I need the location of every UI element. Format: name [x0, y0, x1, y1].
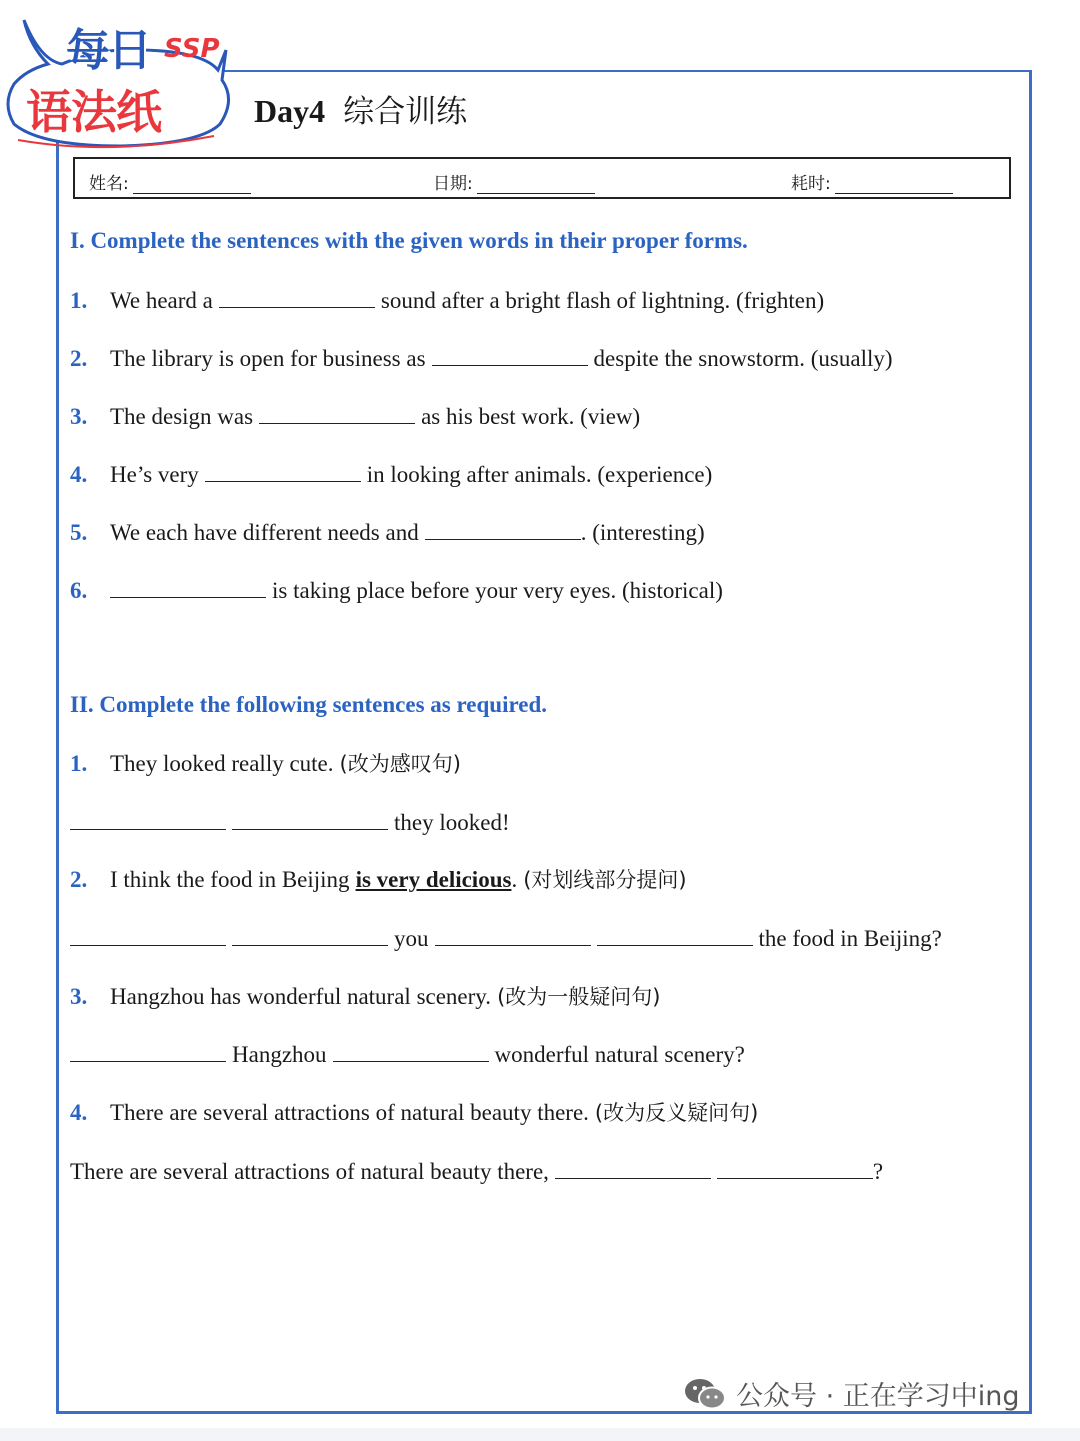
s2-q3 [70, 981, 660, 1011]
item-text: sound after a bright flash of lightning. (frighten) [380, 288, 825, 313]
s2-q1-answer [70, 807, 510, 836]
item-text: The design was [110, 404, 254, 429]
wechat-icon [684, 1377, 726, 1411]
logo-line2: 语法纸 [26, 85, 161, 139]
item-hint: (改为一般疑问句) [497, 985, 661, 1009]
item-hint: (对划线部分提问) [523, 868, 687, 892]
s2-q2 [70, 864, 687, 894]
s1-item-2 [70, 343, 893, 372]
s1-item-4 [70, 459, 712, 488]
time-label: 耗时: [791, 174, 831, 194]
item-text: There are several attractions of natural beauty there, [70, 1159, 549, 1184]
item-text: Hangzhou [232, 1042, 327, 1067]
page-frame [56, 70, 1032, 1414]
item-number: 4. [70, 462, 88, 487]
s2-q4-answer [70, 1156, 883, 1185]
logo-line1: 每日 [66, 25, 150, 76]
title-day: Day4 [254, 93, 326, 129]
item-text: ? [872, 1159, 884, 1184]
time-line [835, 175, 953, 194]
s1-item-6 [70, 575, 723, 604]
logo-ssp: SSP [164, 34, 220, 64]
item-text: We each have different needs and [110, 520, 419, 545]
item-text: the food in Beijing? [758, 926, 942, 951]
item-text: as his best work. (view) [421, 404, 641, 429]
answer-blank[interactable] [110, 575, 266, 598]
answer-blank[interactable] [219, 285, 375, 308]
info-box [73, 157, 1011, 199]
s2-q4 [70, 1097, 758, 1127]
item-text: despite the snowstorm. (usually) [593, 346, 893, 371]
answer-blank[interactable] [597, 923, 753, 946]
item-text: I think the food in Beijing [110, 867, 350, 892]
name-line [133, 175, 251, 194]
answer-blank[interactable] [333, 1039, 489, 1062]
page-title [254, 86, 467, 131]
bottom-strip [0, 1428, 1080, 1441]
date-field[interactable] [433, 169, 595, 194]
title-cn: 综合训练 [343, 94, 468, 130]
logo [0, 0, 240, 160]
item-number: 2. [70, 867, 88, 892]
item-text: There are several attractions of natural beauty there. [110, 1100, 589, 1125]
item-hint: (改为感叹句) [339, 752, 461, 776]
item-number: 2. [70, 346, 88, 371]
item-text: He’s very [110, 462, 199, 487]
item-text: in looking after animals. (experience) [366, 462, 713, 487]
item-number: 4. [70, 1100, 88, 1125]
item-text: you [394, 926, 429, 951]
answer-blank[interactable] [232, 923, 388, 946]
item-hint: (改为反义疑问句) [594, 1101, 759, 1125]
item-number: 3. [70, 404, 88, 429]
section1-title: I. Complete the sentences with the given words in their proper forms. [70, 228, 748, 253]
name-field[interactable] [89, 169, 251, 194]
answer-blank[interactable] [70, 807, 226, 830]
answer-blank[interactable] [70, 923, 226, 946]
item-number: 1. [70, 288, 88, 313]
answer-blank[interactable] [425, 517, 581, 540]
item-text: wonderful natural scenery? [494, 1042, 745, 1067]
answer-blank[interactable] [435, 923, 591, 946]
underlined-phrase: is very delicious [355, 867, 512, 892]
answer-blank[interactable] [70, 1039, 226, 1062]
item-text: The library is open for business as [110, 346, 426, 371]
s1-item-1 [70, 285, 824, 314]
answer-blank[interactable] [432, 343, 588, 366]
item-text: is taking place before your very eyes. (historical) [272, 578, 723, 603]
s1-item-5 [70, 517, 705, 546]
s2-q1 [70, 748, 461, 778]
item-text: they looked! [394, 810, 510, 835]
answer-blank[interactable] [555, 1156, 711, 1179]
item-text: . [511, 867, 518, 892]
answer-blank[interactable] [259, 401, 415, 424]
item-number: 3. [70, 984, 88, 1009]
time-field[interactable] [791, 169, 953, 194]
item-text: We heard a [110, 288, 213, 313]
watermark-text: 公众号 · 正在学习中ing [736, 1381, 1020, 1412]
s2-q3-answer [70, 1039, 745, 1068]
date-label: 日期: [433, 174, 473, 194]
item-number: 1. [70, 751, 88, 776]
s1-item-3 [70, 401, 640, 430]
item-number: 6. [70, 578, 88, 603]
date-line [477, 175, 595, 194]
item-text: . (interesting) [580, 520, 705, 545]
item-text: They looked really cute. [110, 751, 334, 776]
watermark [684, 1374, 1020, 1413]
s2-q2-answer [70, 923, 942, 952]
item-number: 5. [70, 520, 88, 545]
item-text: Hangzhou has wonderful natural scenery. [110, 984, 492, 1009]
section2-title: II. Complete the following sentences as required. [70, 692, 548, 717]
answer-blank[interactable] [232, 807, 388, 830]
answer-blank[interactable] [717, 1156, 873, 1179]
name-label: 姓名: [89, 174, 129, 194]
answer-blank[interactable] [205, 459, 361, 482]
